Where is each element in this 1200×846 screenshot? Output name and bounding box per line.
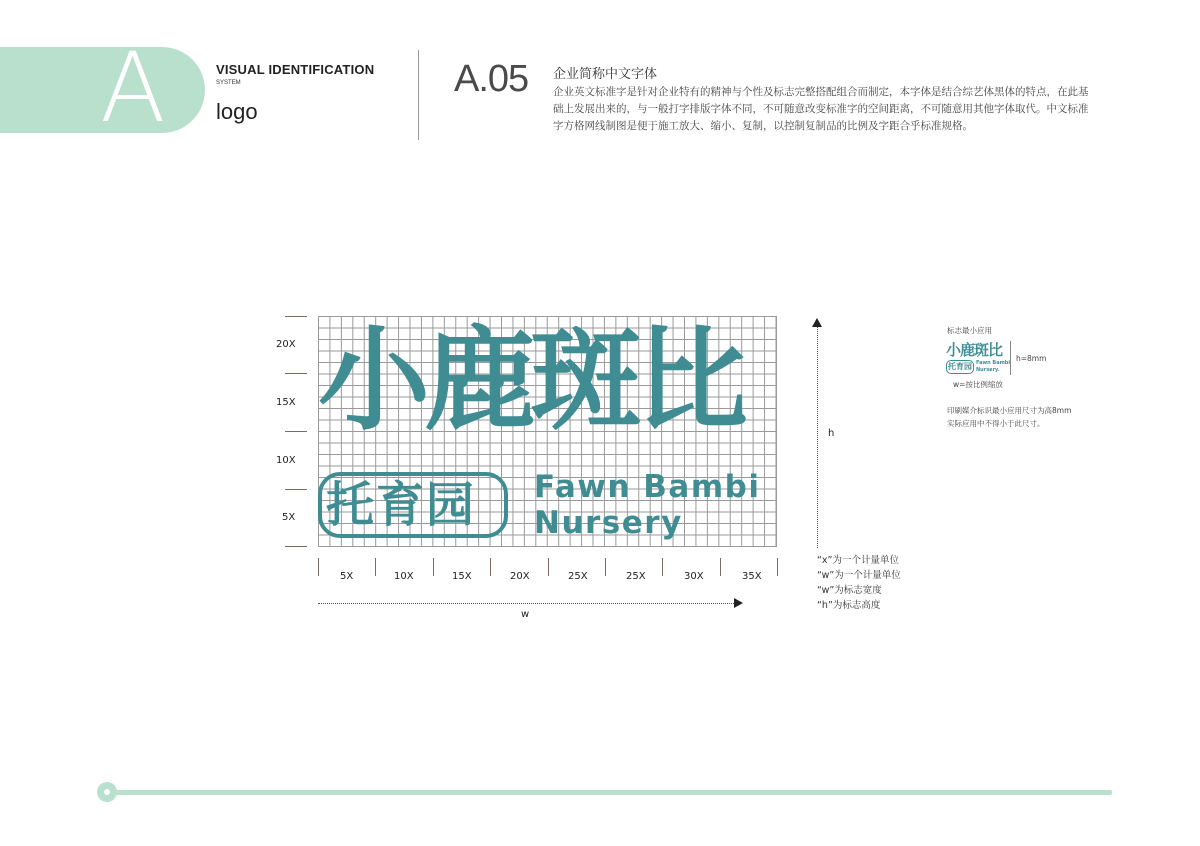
x-label: 25X [626,571,646,582]
note-item: “x”为一个计量单位 [817,555,899,566]
width-dimension-line [318,603,738,604]
note-item: “h”为标志高度 [817,600,881,611]
unit-notes [817,553,901,613]
x-tick [318,558,319,576]
arrow-right-icon [734,598,743,608]
mini-logo [946,341,1012,375]
y-label: 10X [276,455,296,466]
width-label: w [521,609,530,620]
y-label: 5X [282,512,296,523]
x-tick [662,558,663,576]
mini-height-note: h=8mm [1016,354,1047,363]
y-tick [285,546,307,547]
y-tick [285,431,307,432]
mini-logo-english-line1: Fawn Bambi [976,360,1011,366]
system-title: VISUAL IDENTIFICATION [216,62,375,77]
x-tick [433,558,434,576]
section-description: 企业英文标准字是针对企业特有的精神与个性及标志完整搭配组合而制定，本字体是结合综艺体黑体的特点，在此基础上发展出来的，与一般打字排版字体不同，不可随意改变标准字的空间距离，不可随意用其他字体取代。中文标准字方格网线制图是便于施工放大、缩小、复制，以控制复制品的比例及字距合乎标准规格。 [553,86,1089,132]
mini-logo-english-line2: Nursery. [976,367,1000,373]
mini-logo-sub: 托育园 [948,362,972,371]
logo-sub-chinese: 托育园 [326,477,477,533]
section-title: 企业简称中文字体 [553,67,658,82]
height-dimension-line [817,326,818,548]
footer-dot-center [104,789,110,795]
logo-english-line1: Fawn Bambi [534,469,761,505]
mini-width-note: w=按比例缩放 [953,380,1003,389]
system-subtitle: SYSTEM [216,80,241,86]
logo-chinese-name: 小鹿斑比 [318,316,742,446]
minimum-use-title: 标志最小应用 [947,326,992,335]
minimum-use-note-line: 实际应用中不得小于此尺寸。 [947,419,1045,428]
y-label: 15X [276,397,296,408]
note-item: “w”为标志宽度 [817,585,882,596]
y-tick [285,373,307,374]
x-label: 15X [452,571,472,582]
x-tick [375,558,376,576]
footer-line [108,790,1112,795]
minimum-use-note [947,404,1071,430]
header-divider [418,50,419,140]
y-tick [285,489,307,490]
x-label: 10X [394,571,414,582]
mini-logo-english [976,360,1010,374]
logo-english-line2: Nursery [534,505,683,541]
x-label: 30X [684,571,704,582]
mini-height-line [1010,341,1011,375]
arrow-up-icon [812,318,822,327]
mini-logo-chinese: 小鹿斑比 [946,341,1003,359]
x-tick [605,558,606,576]
minimum-use-note-line: 印刷媒介标识最小应用尺寸为高8mm [947,406,1072,415]
note-item: “w”为一个计量单位 [817,570,901,581]
x-tick [777,558,778,576]
section-code: A.05 [454,58,529,100]
x-label: 5X [340,571,354,582]
y-tick [285,316,307,317]
x-label: 35X [742,571,762,582]
x-tick [720,558,721,576]
x-tick [548,558,549,576]
x-ruler [318,558,778,578]
y-label: 20X [276,339,296,350]
x-label: 20X [510,571,530,582]
x-tick [490,558,491,576]
x-label: 25X [568,571,588,582]
section-letter: A [100,32,166,144]
height-label: h [828,428,835,439]
category-label: logo [216,99,258,124]
